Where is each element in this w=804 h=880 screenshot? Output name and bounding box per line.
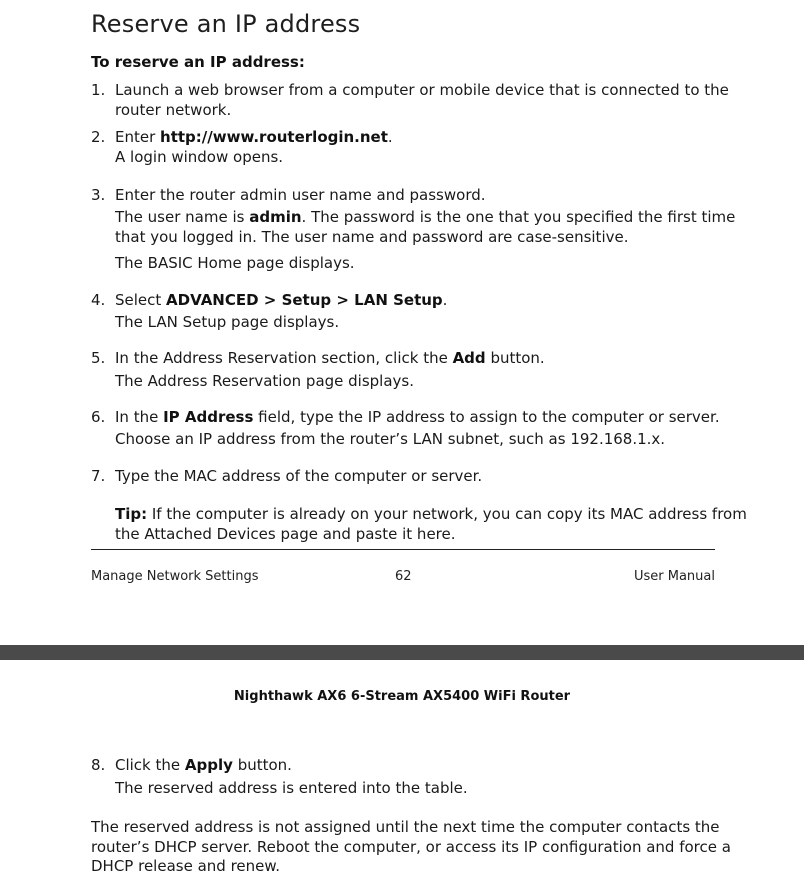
- tip-label: Tip:: [115, 505, 148, 523]
- step-text: Launch a web browser from a computer or mobile device that is connected to the: [115, 81, 729, 99]
- step-text: Type the MAC address of the computer or server.: [115, 467, 483, 485]
- manual-page-63: [0, 660, 804, 880]
- tip-text-cont: the Attached Devices page and paste it here.: [115, 525, 456, 543]
- page-header-product: Nighthawk AX6 6-Stream AX5400 WiFi Router: [233, 689, 571, 704]
- step-text: Enter http://www.routerlogin.net.: [115, 128, 393, 146]
- step-number: 4.: [91, 291, 106, 309]
- add-button-label: Add: [452, 349, 486, 367]
- footer-page-number: 62: [395, 569, 412, 584]
- step-number: 6.: [91, 408, 106, 426]
- step-note-cont: that you logged in. The user name and password are case-sensitive.: [115, 228, 629, 246]
- step-result: The reserved address is entered into the table.: [115, 779, 468, 797]
- step-number: 3.: [91, 186, 106, 204]
- step-number: 8.: [91, 756, 106, 774]
- closing-paragraph: The reserved address is not assigned until the next time the computer contacts the router’s DHCP server. Reboot the computer, or access its IP configuration and force a DHCP release and renew.: [91, 818, 731, 875]
- tip-text: If the computer is already on your network, you can copy its MAC address from: [147, 505, 747, 523]
- step-text-cont: router network.: [115, 101, 232, 119]
- step-text: In the IP Address field, type the IP address to assign to the computer or server.: [115, 408, 720, 426]
- step-number: 2.: [91, 128, 106, 146]
- footer-section-name: Manage Network Settings: [91, 569, 259, 584]
- step-number: 1.: [91, 81, 106, 99]
- page-separator: [0, 645, 804, 660]
- step-result: A login window opens.: [115, 148, 284, 166]
- footer-doc-name: User Manual: [633, 569, 715, 584]
- step-note: The user name is admin. The password is the one that you specified the first time: [115, 208, 736, 226]
- step-text: Click the Apply button.: [115, 756, 292, 774]
- ip-address-field-label: IP Address: [163, 408, 254, 426]
- step-number: 5.: [91, 349, 106, 367]
- section-title: Reserve an IP address: [91, 10, 361, 38]
- tip-note: [115, 504, 747, 544]
- step-number: 7.: [91, 467, 106, 485]
- step-text: Select ADVANCED > Setup > LAN Setup.: [115, 291, 448, 309]
- footer-divider: [91, 549, 715, 550]
- router-login-url: http://www.routerlogin.net: [160, 128, 388, 146]
- step-note: Choose an IP address from the router’s LAN subnet, such as 192.168.1.x.: [115, 430, 666, 448]
- admin-username: admin: [249, 208, 302, 226]
- step-result: The BASIC Home page displays.: [115, 254, 355, 272]
- menu-path: ADVANCED > Setup > LAN Setup: [166, 291, 443, 309]
- step-result: The LAN Setup page displays.: [115, 313, 340, 331]
- step-text: Enter the router admin user name and password.: [115, 186, 486, 204]
- step-result: The Address Reservation page displays.: [115, 372, 415, 390]
- apply-button-label: Apply: [184, 756, 233, 774]
- step-text: In the Address Reservation section, click the Add button.: [115, 349, 545, 367]
- procedure-heading: To reserve an IP address:: [91, 53, 305, 71]
